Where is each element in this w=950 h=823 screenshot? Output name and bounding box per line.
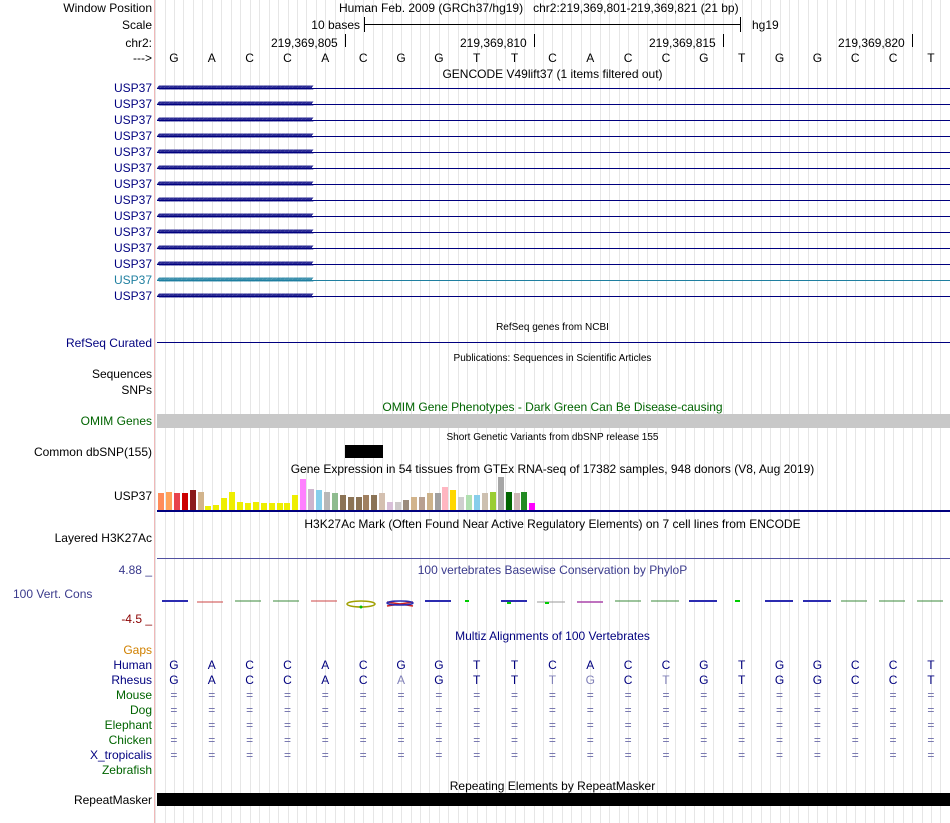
aligned-base: C xyxy=(661,658,671,672)
aligned-base: G xyxy=(699,658,709,672)
gencode-transcript-label[interactable]: USP37 xyxy=(113,113,152,127)
aligned-base: = xyxy=(548,688,556,702)
aligned-base: C xyxy=(283,673,292,687)
aligned-base: = xyxy=(889,733,897,747)
species-label-dog[interactable]: Dog xyxy=(129,703,152,717)
aligned-base: = xyxy=(548,748,556,762)
strand-arrows-icon: ‹‹‹‹‹‹‹‹‹‹‹‹‹‹‹‹‹‹‹‹‹‹‹‹‹‹‹‹‹‹‹‹‹‹‹‹‹‹‹‹‹‹‹‹‹‹‹‹‹‹‹‹‹‹‹‹‹‹‹‹‹‹‹‹‹‹‹‹‹‹‹‹‹‹‹‹‹‹‹‹‹‹‹‹‹‹‹‹‹‹‹‹‹‹‹‹‹‹‹‹‹‹‹‹‹‹‹‹‹‹‹‹‹‹‹‹‹‹‹‹‹‹‹‹‹‹‹‹‹‹‹‹‹‹‹‹‹‹‹‹‹‹‹‹‹‹‹‹‹‹ xyxy=(157,242,312,253)
aligned-base: T xyxy=(927,673,935,687)
dna-base: C xyxy=(548,51,557,65)
omim-track-title[interactable]: OMIM Gene Phenotypes - Dark Green Can Be Disease-causing xyxy=(382,400,723,414)
aligned-base: = xyxy=(511,733,519,747)
aligned-base: C xyxy=(358,673,368,687)
aligned-base: = xyxy=(776,703,784,717)
aligned-base: = xyxy=(624,688,632,702)
gtex-tissue-bar[interactable] xyxy=(261,503,267,510)
aligned-base: = xyxy=(170,718,178,732)
gtex-tissue-bar[interactable] xyxy=(411,497,417,510)
aligned-base: = xyxy=(548,703,556,717)
aligned-base: = xyxy=(208,688,216,702)
species-label-zebrafish[interactable]: Zebrafish xyxy=(101,763,152,777)
gtex-tissue-bar[interactable] xyxy=(521,492,527,510)
sequences-track-label[interactable]: Sequences xyxy=(91,367,152,381)
aligned-base: C xyxy=(888,658,898,672)
dbsnp-variant[interactable] xyxy=(345,445,383,458)
strand-arrows-icon: ‹‹‹‹‹‹‹‹‹‹‹‹‹‹‹‹‹‹‹‹‹‹‹‹‹‹‹‹‹‹‹‹‹‹‹‹‹‹‹‹‹‹‹‹‹‹‹‹‹‹‹‹‹‹‹‹‹‹‹‹‹‹‹‹‹‹‹‹‹‹‹‹‹‹‹‹‹‹‹‹‹‹‹‹‹‹‹‹‹‹‹‹‹‹‹‹‹‹‹‹‹‹‹‹‹‹‹‹‹‹‹‹‹‹‹‹‹‹‹‹‹‹‹‹‹‹‹‹‹‹‹‹‹‹‹‹‹‹‹‹‹‹‹‹‹‹‹‹‹‹ xyxy=(157,130,312,141)
aligned-base: G xyxy=(169,658,179,672)
gencode-transcript-label[interactable]: USP37 xyxy=(113,193,152,207)
window-position-text: Human Feb. 2009 (GRCh37/hg19) chr2:219,369,801-219,369,821 (21 bp) xyxy=(339,1,739,15)
aligned-base: = xyxy=(586,718,594,732)
phylop-track-title[interactable]: 100 vertebrates Basewise Conservation by PhyloP xyxy=(417,563,688,577)
aligned-base: = xyxy=(813,733,821,747)
aligned-base: = xyxy=(813,703,821,717)
dna-base: C xyxy=(358,51,368,65)
gencode-transcript-label[interactable]: USP37 xyxy=(113,161,152,175)
aligned-base: C xyxy=(358,658,368,672)
aligned-base: = xyxy=(473,718,481,732)
refseq-track-label[interactable]: RefSeq Curated xyxy=(65,336,152,350)
aligned-base: = xyxy=(397,703,405,717)
snps-track-label[interactable]: SNPs xyxy=(121,383,152,397)
dbsnp-track-title[interactable]: Short Genetic Variants from dbSNP release 155 xyxy=(446,432,659,443)
aligned-base: T xyxy=(510,673,519,687)
scale-bar xyxy=(364,24,741,25)
aligned-base: = xyxy=(813,718,821,732)
gencode-transcript-label[interactable]: USP37 xyxy=(113,257,152,271)
gencode-transcript-label[interactable]: USP37 xyxy=(113,289,152,303)
phylop-track-label[interactable]: 100 Vert. Cons xyxy=(13,587,93,601)
aligned-base: = xyxy=(700,688,708,702)
aligned-base: = xyxy=(738,688,746,702)
aligned-base: T xyxy=(548,673,557,687)
aligned-base: = xyxy=(700,733,708,747)
refseq-gene-line[interactable] xyxy=(157,342,950,343)
h3k27ac-track-label[interactable]: Layered H3K27Ac xyxy=(54,531,152,545)
scale-bar-end xyxy=(740,17,741,32)
gencode-transcript-label[interactable]: USP37 xyxy=(113,273,152,287)
dna-base: G xyxy=(169,51,179,65)
gtex-tissue-bar[interactable] xyxy=(174,493,180,510)
phylop-min-label: -4.5 _ xyxy=(121,612,152,626)
aligned-base: C xyxy=(245,673,254,687)
gtex-tissue-bar[interactable] xyxy=(284,503,290,510)
aligned-base: = xyxy=(776,718,784,732)
aligned-base: = xyxy=(889,703,897,717)
aligned-base: = xyxy=(927,748,935,762)
gencode-transcript-label[interactable]: USP37 xyxy=(113,177,152,191)
dna-base: C xyxy=(283,51,292,65)
aligned-base: G xyxy=(434,673,444,687)
aligned-base: = xyxy=(776,688,784,702)
aligned-base: = xyxy=(473,733,481,747)
aligned-base: G xyxy=(774,658,785,672)
aligned-base: = xyxy=(435,703,443,717)
dna-base: T xyxy=(510,51,519,65)
aligned-base: = xyxy=(927,718,935,732)
gencode-transcript-label[interactable]: USP37 xyxy=(113,81,152,95)
aligned-base: = xyxy=(927,733,935,747)
position-tick: 219,369,810 xyxy=(460,36,527,50)
aligned-base: = xyxy=(738,718,746,732)
gtex-tissue-bar[interactable] xyxy=(514,493,520,510)
aligned-base: G xyxy=(585,673,595,687)
gtex-tissue-bar[interactable] xyxy=(387,502,393,510)
aligned-base: = xyxy=(359,688,367,702)
dna-base: C xyxy=(888,51,898,65)
aligned-base: = xyxy=(246,733,254,747)
gtex-tissue-bar[interactable] xyxy=(190,490,196,510)
aligned-base: = xyxy=(321,748,329,762)
gtex-tissue-bar[interactable] xyxy=(221,498,227,510)
dna-sequence-row xyxy=(155,51,950,65)
aligned-base: = xyxy=(851,733,859,747)
aligned-base: A xyxy=(397,673,406,687)
h3k27ac-baseline xyxy=(157,558,950,559)
aligned-base: = xyxy=(473,748,481,762)
dna-base: T xyxy=(927,51,935,65)
aligned-base: = xyxy=(435,688,443,702)
aligned-base: C xyxy=(888,673,898,687)
strand-arrows-icon: ‹‹‹‹‹‹‹‹‹‹‹‹‹‹‹‹‹‹‹‹‹‹‹‹‹‹‹‹‹‹‹‹‹‹‹‹‹‹‹‹‹‹‹‹‹‹‹‹‹‹‹‹‹‹‹‹‹‹‹‹‹‹‹‹‹‹‹‹‹‹‹‹‹‹‹‹‹‹‹‹‹‹‹‹‹‹‹‹‹‹‹‹‹‹‹‹‹‹‹‹‹‹‹‹‹‹‹‹‹‹‹‹‹‹‹‹‹‹‹‹‹‹‹‹‹‹‹‹‹‹‹‹‹‹‹‹‹‹‹‹‹‹‹‹‹‹‹‹‹‹ xyxy=(157,226,312,237)
gtex-tissue-bar[interactable] xyxy=(253,502,259,510)
phylop-graph[interactable] xyxy=(155,590,950,614)
gtex-tissue-bar[interactable] xyxy=(308,489,314,510)
gtex-tissue-bar[interactable] xyxy=(316,490,322,510)
dna-base: A xyxy=(586,51,595,65)
position-tick: 219,369,820 xyxy=(838,36,905,50)
aligned-base: = xyxy=(170,688,178,702)
dna-base: A xyxy=(321,51,330,65)
dna-base: G xyxy=(396,51,406,65)
gtex-tissue-bar[interactable] xyxy=(403,500,409,510)
gtex-tissue-bar[interactable] xyxy=(498,477,504,510)
aligned-base: = xyxy=(283,748,291,762)
gtex-tissue-bar[interactable] xyxy=(348,497,354,510)
aligned-base: = xyxy=(586,688,594,702)
aligned-base: G xyxy=(699,673,709,687)
gtex-tissue-bar[interactable] xyxy=(379,493,385,510)
aligned-base: = xyxy=(397,748,405,762)
species-label-elephant[interactable]: Elephant xyxy=(104,718,152,732)
aligned-base: = xyxy=(246,718,254,732)
dna-base: T xyxy=(473,51,481,65)
aligned-base: A xyxy=(207,673,216,687)
aligned-base: T xyxy=(662,673,670,687)
gtex-tissue-bar[interactable] xyxy=(245,503,251,510)
strand-arrows-icon: ‹‹‹‹‹‹‹‹‹‹‹‹‹‹‹‹‹‹‹‹‹‹‹‹‹‹‹‹‹‹‹‹‹‹‹‹‹‹‹‹‹‹‹‹‹‹‹‹‹‹‹‹‹‹‹‹‹‹‹‹‹‹‹‹‹‹‹‹‹‹‹‹‹‹‹‹‹‹‹‹‹‹‹‹‹‹‹‹‹‹‹‹‹‹‹‹‹‹‹‹‹‹‹‹‹‹‹‹‹‹‹‹‹‹‹‹‹‹‹‹‹‹‹‹‹‹‹‹‹‹‹‹‹‹‹‹‹‹‹‹‹‹‹‹‹‹‹‹‹‹ xyxy=(157,290,312,301)
aligned-base: C xyxy=(623,673,633,687)
aligned-base: = xyxy=(473,703,481,717)
dna-base: A xyxy=(207,51,216,65)
gtex-track-title[interactable]: Gene Expression in 54 tissues from GTEx RNA-seq of 17382 samples, 948 donors (V8, Aug 2019) xyxy=(290,462,815,476)
aligned-base: = xyxy=(397,688,405,702)
gaps-label[interactable]: Gaps xyxy=(123,643,152,657)
aligned-base: = xyxy=(738,748,746,762)
aligned-base: G xyxy=(812,673,823,687)
aligned-base: = xyxy=(397,718,405,732)
scale-label: Scale xyxy=(121,18,152,32)
aligned-base: C xyxy=(283,658,292,672)
gtex-tissue-bar[interactable] xyxy=(292,495,298,510)
species-label-rhesus[interactable]: Rhesus xyxy=(111,673,152,687)
aligned-base: = xyxy=(927,703,935,717)
aligned-base: = xyxy=(321,703,329,717)
aligned-base: = xyxy=(624,703,632,717)
gencode-transcript-label[interactable]: USP37 xyxy=(113,97,152,111)
aligned-base: G xyxy=(774,673,785,687)
chrom-label: chr2: xyxy=(125,36,152,50)
aligned-base: = xyxy=(700,748,708,762)
dna-base: C xyxy=(661,51,671,65)
position-tick-mark xyxy=(912,34,913,47)
gtex-tissue-bar[interactable] xyxy=(474,495,480,510)
aligned-base: = xyxy=(700,703,708,717)
gtex-tissue-bar[interactable] xyxy=(442,487,448,510)
gtex-track-label[interactable]: USP37 xyxy=(113,489,152,503)
aligned-base: = xyxy=(548,733,556,747)
aligned-base: C xyxy=(548,658,557,672)
aligned-base: = xyxy=(208,733,216,747)
position-tick: 219,369,805 xyxy=(271,36,338,50)
gtex-tissue-bar[interactable] xyxy=(300,479,306,510)
strand-arrows-icon: ‹‹‹‹‹‹‹‹‹‹‹‹‹‹‹‹‹‹‹‹‹‹‹‹‹‹‹‹‹‹‹‹‹‹‹‹‹‹‹‹‹‹‹‹‹‹‹‹‹‹‹‹‹‹‹‹‹‹‹‹‹‹‹‹‹‹‹‹‹‹‹‹‹‹‹‹‹‹‹‹‹‹‹‹‹‹‹‹‹‹‹‹‹‹‹‹‹‹‹‹‹‹‹‹‹‹‹‹‹‹‹‹‹‹‹‹‹‹‹‹‹‹‹‹‹‹‹‹‹‹‹‹‹‹‹‹‹‹‹‹‹‹‹‹‹‹‹‹‹‹ xyxy=(157,162,312,173)
aligned-base: = xyxy=(738,733,746,747)
aligned-base: = xyxy=(511,688,519,702)
strand-arrows-icon: ‹‹‹‹‹‹‹‹‹‹‹‹‹‹‹‹‹‹‹‹‹‹‹‹‹‹‹‹‹‹‹‹‹‹‹‹‹‹‹‹‹‹‹‹‹‹‹‹‹‹‹‹‹‹‹‹‹‹‹‹‹‹‹‹‹‹‹‹‹‹‹‹‹‹‹‹‹‹‹‹‹‹‹‹‹‹‹‹‹‹‹‹‹‹‹‹‹‹‹‹‹‹‹‹‹‹‹‹‹‹‹‹‹‹‹‹‹‹‹‹‹‹‹‹‹‹‹‹‹‹‹‹‹‹‹‹‹‹‹‹‹‹‹‹‹‹‹‹‹‹ xyxy=(157,178,312,189)
aligned-base: = xyxy=(511,748,519,762)
gtex-tissue-bar[interactable] xyxy=(466,495,472,510)
aligned-base: = xyxy=(813,688,821,702)
aligned-base: = xyxy=(359,703,367,717)
dna-base: C xyxy=(850,51,860,65)
position-tick-mark xyxy=(534,34,535,47)
aligned-base: C xyxy=(623,658,633,672)
scale-assembly: hg19 xyxy=(752,18,779,32)
strand-arrows-icon: ‹‹‹‹‹‹‹‹‹‹‹‹‹‹‹‹‹‹‹‹‹‹‹‹‹‹‹‹‹‹‹‹‹‹‹‹‹‹‹‹‹‹‹‹‹‹‹‹‹‹‹‹‹‹‹‹‹‹‹‹‹‹‹‹‹‹‹‹‹‹‹‹‹‹‹‹‹‹‹‹‹‹‹‹‹‹‹‹‹‹‹‹‹‹‹‹‹‹‹‹‹‹‹‹‹‹‹‹‹‹‹‹‹‹‹‹‹‹‹‹‹‹‹‹‹‹‹‹‹‹‹‹‹‹‹‹‹‹‹‹‹‹‹‹‹‹‹‹‹‹ xyxy=(157,210,312,221)
strand-arrows-icon: ‹‹‹‹‹‹‹‹‹‹‹‹‹‹‹‹‹‹‹‹‹‹‹‹‹‹‹‹‹‹‹‹‹‹‹‹‹‹‹‹‹‹‹‹‹‹‹‹‹‹‹‹‹‹‹‹‹‹‹‹‹‹‹‹‹‹‹‹‹‹‹‹‹‹‹‹‹‹‹‹‹‹‹‹‹‹‹‹‹‹‹‹‹‹‹‹‹‹‹‹‹‹‹‹‹‹‹‹‹‹‹‹‹‹‹‹‹‹‹‹‹‹‹‹‹‹‹‹‹‹‹‹‹‹‹‹‹‹‹‹‹‹‹‹‹‹‹‹‹‹ xyxy=(157,274,312,285)
aligned-base: = xyxy=(586,733,594,747)
gtex-tissue-bar[interactable] xyxy=(435,493,441,510)
aligned-base: C xyxy=(245,658,254,672)
gtex-tissue-bar[interactable] xyxy=(427,493,433,510)
repeatmasker-element[interactable] xyxy=(157,793,950,806)
aligned-base: = xyxy=(208,748,216,762)
omim-track-label[interactable]: OMIM Genes xyxy=(80,414,152,428)
aligned-base: = xyxy=(927,688,935,702)
gencode-transcript-label[interactable]: USP37 xyxy=(113,129,152,143)
aligned-base: = xyxy=(662,733,670,747)
dna-base: C xyxy=(623,51,633,65)
aligned-base: = xyxy=(321,688,329,702)
aligned-base: = xyxy=(321,718,329,732)
aligned-base: = xyxy=(776,733,784,747)
aligned-base: = xyxy=(246,688,254,702)
species-label-mouse[interactable]: Mouse xyxy=(115,688,152,702)
gtex-gene-line[interactable] xyxy=(157,510,950,512)
position-tick-mark xyxy=(723,34,724,47)
gtex-bar-chart[interactable] xyxy=(158,477,538,510)
repeatmasker-track-title[interactable]: Repeating Elements by RepeatMasker xyxy=(449,779,656,793)
dna-base: G xyxy=(774,51,785,65)
dna-base: G xyxy=(812,51,823,65)
gtex-tissue-bar[interactable] xyxy=(332,493,338,510)
gtex-tissue-bar[interactable] xyxy=(198,492,204,510)
aligned-base: = xyxy=(359,733,367,747)
strand-label: ---> xyxy=(133,51,152,65)
aligned-base: T xyxy=(473,658,481,672)
repeatmasker-track-label[interactable]: RepeatMasker xyxy=(73,793,152,807)
aligned-base: = xyxy=(586,748,594,762)
strand-arrows-icon: ‹‹‹‹‹‹‹‹‹‹‹‹‹‹‹‹‹‹‹‹‹‹‹‹‹‹‹‹‹‹‹‹‹‹‹‹‹‹‹‹‹‹‹‹‹‹‹‹‹‹‹‹‹‹‹‹‹‹‹‹‹‹‹‹‹‹‹‹‹‹‹‹‹‹‹‹‹‹‹‹‹‹‹‹‹‹‹‹‹‹‹‹‹‹‹‹‹‹‹‹‹‹‹‹‹‹‹‹‹‹‹‹‹‹‹‹‹‹‹‹‹‹‹‹‹‹‹‹‹‹‹‹‹‹‹‹‹‹‹‹‹‹‹‹‹‹‹‹‹‹ xyxy=(157,114,312,125)
aligned-base: A xyxy=(586,658,595,672)
aligned-base: = xyxy=(889,748,897,762)
dna-base: C xyxy=(245,51,254,65)
aligned-base: = xyxy=(738,703,746,717)
dna-base: G xyxy=(434,51,444,65)
scale-text: 10 bases xyxy=(311,18,360,32)
aligned-base: G xyxy=(812,658,823,672)
species-label-chicken[interactable]: Chicken xyxy=(108,733,152,747)
strand-arrows-icon: ‹‹‹‹‹‹‹‹‹‹‹‹‹‹‹‹‹‹‹‹‹‹‹‹‹‹‹‹‹‹‹‹‹‹‹‹‹‹‹‹‹‹‹‹‹‹‹‹‹‹‹‹‹‹‹‹‹‹‹‹‹‹‹‹‹‹‹‹‹‹‹‹‹‹‹‹‹‹‹‹‹‹‹‹‹‹‹‹‹‹‹‹‹‹‹‹‹‹‹‹‹‹‹‹‹‹‹‹‹‹‹‹‹‹‹‹‹‹‹‹‹‹‹‹‹‹‹‹‹‹‹‹‹‹‹‹‹‹‹‹‹‹‹‹‹‹‹‹‹‹ xyxy=(157,258,312,269)
gencode-track-title[interactable]: GENCODE V49lift37 (1 items filtered out) xyxy=(442,67,663,81)
aligned-base: = xyxy=(397,733,405,747)
gtex-tissue-bar[interactable] xyxy=(166,492,172,510)
gencode-transcript-label[interactable]: USP37 xyxy=(113,209,152,223)
aligned-base: = xyxy=(246,748,254,762)
aligned-base: = xyxy=(851,718,859,732)
strand-arrows-icon: ‹‹‹‹‹‹‹‹‹‹‹‹‹‹‹‹‹‹‹‹‹‹‹‹‹‹‹‹‹‹‹‹‹‹‹‹‹‹‹‹‹‹‹‹‹‹‹‹‹‹‹‹‹‹‹‹‹‹‹‹‹‹‹‹‹‹‹‹‹‹‹‹‹‹‹‹‹‹‹‹‹‹‹‹‹‹‹‹‹‹‹‹‹‹‹‹‹‹‹‹‹‹‹‹‹‹‹‹‹‹‹‹‹‹‹‹‹‹‹‹‹‹‹‹‹‹‹‹‹‹‹‹‹‹‹‹‹‹‹‹‹‹‹‹‹‹‹‹‹‹ xyxy=(157,98,312,109)
strand-arrows-icon: ‹‹‹‹‹‹‹‹‹‹‹‹‹‹‹‹‹‹‹‹‹‹‹‹‹‹‹‹‹‹‹‹‹‹‹‹‹‹‹‹‹‹‹‹‹‹‹‹‹‹‹‹‹‹‹‹‹‹‹‹‹‹‹‹‹‹‹‹‹‹‹‹‹‹‹‹‹‹‹‹‹‹‹‹‹‹‹‹‹‹‹‹‹‹‹‹‹‹‹‹‹‹‹‹‹‹‹‹‹‹‹‹‹‹‹‹‹‹‹‹‹‹‹‹‹‹‹‹‹‹‹‹‹‹‹‹‹‹‹‹‹‹‹‹‹‹‹‹‹‹ xyxy=(157,194,312,205)
aligned-base: = xyxy=(889,688,897,702)
aligned-base: G xyxy=(396,658,406,672)
publications-track-title[interactable]: Publications: Sequences in Scientific Articles xyxy=(453,353,652,364)
position-tick: 219,369,815 xyxy=(649,36,716,50)
aligned-base: = xyxy=(586,703,594,717)
aligned-base: = xyxy=(246,703,254,717)
aligned-base: A xyxy=(207,658,216,672)
aligned-base: = xyxy=(851,748,859,762)
aligned-base: = xyxy=(662,703,670,717)
gtex-tissue-bar[interactable] xyxy=(450,490,456,510)
aligned-base: = xyxy=(283,703,291,717)
multiz-track-title[interactable]: Multiz Alignments of 100 Vertebrates xyxy=(455,629,650,643)
aligned-base: = xyxy=(359,718,367,732)
dbsnp-track-label[interactable]: Common dbSNP(155) xyxy=(33,445,152,459)
aligned-base: = xyxy=(170,703,178,717)
dna-base: T xyxy=(738,51,746,65)
aligned-base: A xyxy=(321,658,330,672)
refseq-track-title[interactable]: RefSeq genes from NCBI xyxy=(496,322,609,333)
aligned-base: G xyxy=(169,673,179,687)
aligned-base: = xyxy=(776,748,784,762)
aligned-base: = xyxy=(283,718,291,732)
gtex-tissue-bar[interactable] xyxy=(395,502,401,510)
aligned-base: = xyxy=(700,718,708,732)
aligned-base: T xyxy=(510,658,519,672)
aligned-base: = xyxy=(170,733,178,747)
gtex-tissue-bar[interactable] xyxy=(506,492,512,510)
aligned-base: G xyxy=(434,658,444,672)
aligned-base: = xyxy=(473,688,481,702)
gtex-tissue-bar[interactable] xyxy=(419,497,425,510)
aligned-base: = xyxy=(662,718,670,732)
gtex-tissue-bar[interactable] xyxy=(324,492,330,510)
aligned-base: = xyxy=(813,748,821,762)
gtex-tissue-bar[interactable] xyxy=(363,495,369,510)
gtex-tissue-bar[interactable] xyxy=(182,493,188,510)
aligned-base: = xyxy=(359,748,367,762)
gtex-tissue-bar[interactable] xyxy=(277,503,283,510)
aligned-base: = xyxy=(208,718,216,732)
gencode-transcript-label[interactable]: USP37 xyxy=(113,145,152,159)
aligned-base: C xyxy=(850,658,860,672)
aligned-base: T xyxy=(738,658,746,672)
aligned-base: A xyxy=(321,673,330,687)
dna-base: G xyxy=(699,51,709,65)
aligned-base: = xyxy=(662,688,670,702)
aligned-base: = xyxy=(851,688,859,702)
aligned-base: = xyxy=(511,703,519,717)
gtex-tissue-bar[interactable] xyxy=(237,502,243,510)
aligned-base: = xyxy=(851,703,859,717)
aligned-base: = xyxy=(624,718,632,732)
scale-bar-start xyxy=(364,17,365,32)
aligned-base: = xyxy=(208,703,216,717)
position-tick-mark xyxy=(345,34,346,47)
aligned-base: T xyxy=(738,673,746,687)
species-label-human[interactable]: Human xyxy=(113,658,152,672)
omim-gene-bar[interactable] xyxy=(157,414,950,428)
gtex-tissue-bar[interactable] xyxy=(340,495,346,510)
aligned-base: = xyxy=(435,733,443,747)
gtex-tissue-bar[interactable] xyxy=(458,497,464,510)
gencode-transcript-label[interactable]: USP37 xyxy=(113,241,152,255)
aligned-base: T xyxy=(927,658,935,672)
strand-arrows-icon: ‹‹‹‹‹‹‹‹‹‹‹‹‹‹‹‹‹‹‹‹‹‹‹‹‹‹‹‹‹‹‹‹‹‹‹‹‹‹‹‹‹‹‹‹‹‹‹‹‹‹‹‹‹‹‹‹‹‹‹‹‹‹‹‹‹‹‹‹‹‹‹‹‹‹‹‹‹‹‹‹‹‹‹‹‹‹‹‹‹‹‹‹‹‹‹‹‹‹‹‹‹‹‹‹‹‹‹‹‹‹‹‹‹‹‹‹‹‹‹‹‹‹‹‹‹‹‹‹‹‹‹‹‹‹‹‹‹‹‹‹‹‹‹‹‹‹‹‹‹‹ xyxy=(157,82,312,93)
aligned-base: = xyxy=(321,733,329,747)
aligned-base: = xyxy=(435,748,443,762)
gtex-tissue-bar[interactable] xyxy=(229,492,235,510)
gtex-tissue-bar[interactable] xyxy=(356,497,362,510)
h3k27ac-track-title[interactable]: H3K27Ac Mark (Often Found Near Active Regulatory Elements) on 7 cell lines from ENCODE xyxy=(304,517,801,531)
aligned-base: = xyxy=(435,718,443,732)
aligned-base: = xyxy=(624,748,632,762)
aligned-base: = xyxy=(511,718,519,732)
aligned-base: = xyxy=(624,733,632,747)
gtex-tissue-bar[interactable] xyxy=(269,503,275,510)
aligned-base: = xyxy=(889,718,897,732)
gtex-tissue-bar[interactable] xyxy=(529,503,535,510)
window-position-label: Window Position xyxy=(63,1,152,15)
aligned-base: = xyxy=(548,718,556,732)
phylop-max-label: 4.88 _ xyxy=(118,563,152,577)
gtex-tissue-bar[interactable] xyxy=(371,495,377,510)
aligned-base: = xyxy=(283,688,291,702)
gtex-tissue-bar[interactable] xyxy=(158,493,164,510)
gtex-tissue-bar[interactable] xyxy=(482,493,488,510)
aligned-base: = xyxy=(662,748,670,762)
aligned-base: C xyxy=(850,673,860,687)
gencode-transcript-label[interactable]: USP37 xyxy=(113,225,152,239)
aligned-base: = xyxy=(283,733,291,747)
species-label-x_tropicalis[interactable]: X_tropicalis xyxy=(89,748,152,762)
aligned-base: T xyxy=(473,673,481,687)
aligned-base: = xyxy=(170,748,178,762)
gtex-tissue-bar[interactable] xyxy=(490,492,496,510)
strand-arrows-icon: ‹‹‹‹‹‹‹‹‹‹‹‹‹‹‹‹‹‹‹‹‹‹‹‹‹‹‹‹‹‹‹‹‹‹‹‹‹‹‹‹‹‹‹‹‹‹‹‹‹‹‹‹‹‹‹‹‹‹‹‹‹‹‹‹‹‹‹‹‹‹‹‹‹‹‹‹‹‹‹‹‹‹‹‹‹‹‹‹‹‹‹‹‹‹‹‹‹‹‹‹‹‹‹‹‹‹‹‹‹‹‹‹‹‹‹‹‹‹‹‹‹‹‹‹‹‹‹‹‹‹‹‹‹‹‹‹‹‹‹‹‹‹‹‹‹‹‹‹‹‹ xyxy=(157,146,312,157)
